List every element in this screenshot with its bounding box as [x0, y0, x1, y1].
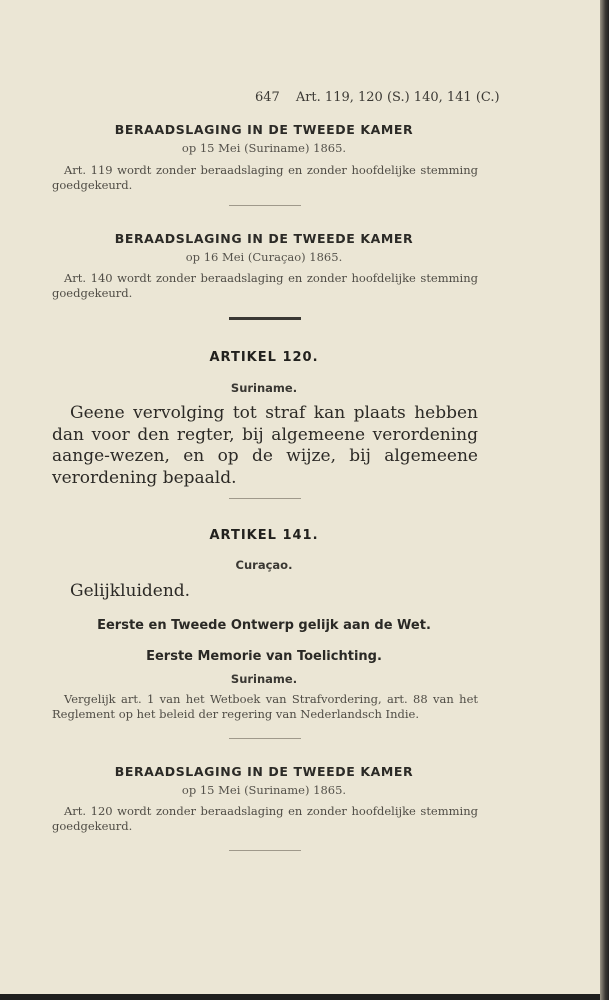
article-country: Curaçao.	[235, 558, 293, 572]
memorie-title: Eerste Memorie van Toelichting.	[146, 649, 382, 664]
article-title: ARTIKEL 120.	[209, 350, 319, 365]
running-header	[255, 90, 500, 105]
divider	[229, 738, 301, 739]
divider	[229, 205, 301, 206]
article-country: Suriname.	[230, 381, 298, 395]
memorie-text: Vergelijk art. 1 van het Wetboek van Strafvordering, art. 88 van het Reglement op het beleid der regering van Nederlandsch Indie.	[52, 692, 478, 721]
section-text: Art. 119 wordt zonder beraadslaging en zonder hoofdelijke stemming goedgekeurd.	[52, 163, 478, 192]
page-edge	[600, 0, 609, 1000]
section-heading: BERAADSLAGING IN DE TWEEDE KAMER	[114, 764, 414, 779]
section-date: op 15 Mei (Suriname) 1865.	[181, 141, 347, 155]
section-text: Art. 140 wordt zonder beraadslaging en zonder hoofdelijke stemming goedgekeurd.	[52, 271, 478, 300]
header-articles: Art. 119, 120 (S.) 140, 141 (C.)	[295, 90, 500, 105]
section-date: op 16 Mei (Curaçao) 1865.	[185, 250, 343, 264]
divider	[229, 498, 301, 499]
section-date: op 15 Mei (Suriname) 1865.	[181, 783, 347, 797]
article-text: Geene vervolging tot straf kan plaats hebben dan voor den regter, bij algemeene verordening aange-wezen, en op de wijze, bij algemeene verordening bepaald.	[52, 403, 478, 488]
article-text: Gelijkluidend.	[70, 581, 191, 601]
section-heading: BERAADSLAGING IN DE TWEEDE KAMER	[114, 122, 414, 137]
divider	[229, 850, 301, 851]
page-number: 647	[255, 90, 280, 105]
thick-divider	[229, 317, 301, 320]
section-text: Art. 120 wordt zonder beraadslaging en zonder hoofdelijke stemming goedgekeurd.	[52, 804, 478, 833]
page-bottom-edge	[0, 994, 600, 1000]
memorie-country: Suriname.	[230, 672, 298, 686]
article-title: ARTIKEL 141.	[209, 528, 319, 543]
section-heading: BERAADSLAGING IN DE TWEEDE KAMER	[114, 231, 414, 246]
ontwerp-title: Eerste en Tweede Ontwerp gelijk aan de Wet.	[97, 618, 431, 633]
